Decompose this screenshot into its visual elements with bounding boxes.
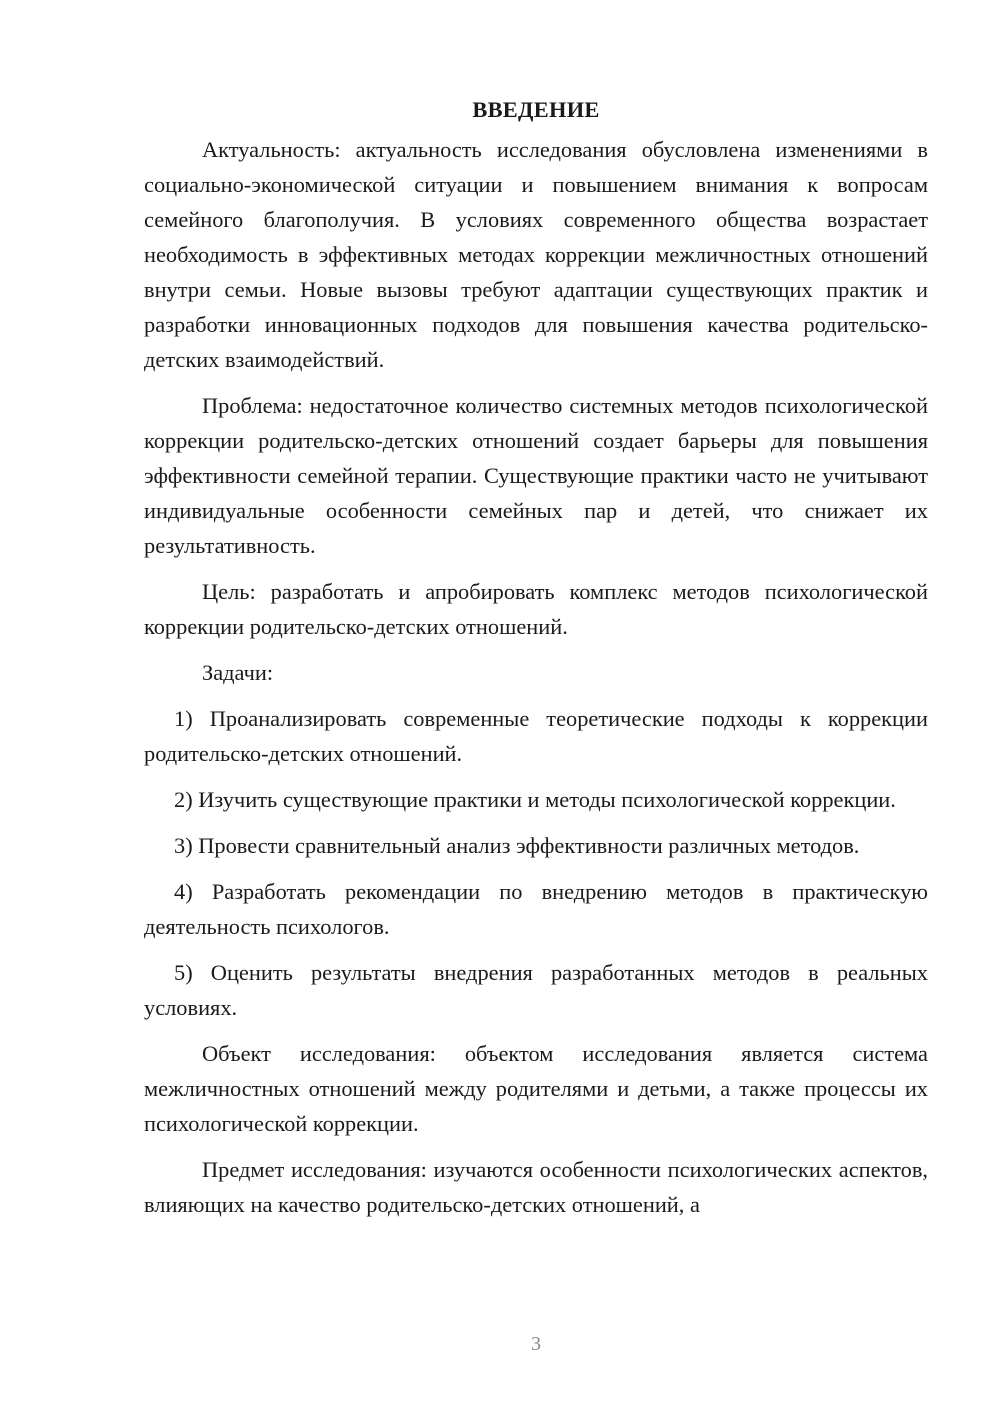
tasks-list [144,701,928,1025]
task-item-5: 5) Оценить результаты внедрения разработанных методов в реальных условиях. [144,960,928,1020]
tasks-heading: Задачи: [202,660,274,685]
paragraph-object: Объект исследования: объектом исследования является система межличностных отношений между родителями и детьми, а также процессы их психологической коррекции. [144,1041,928,1136]
paragraph-problem: Проблема: недостаточное количество системных методов психологической коррекции родительско-детских отношений создает барьеры для повышения эффективности семейной терапии. Существующие практики часто не учитывают индивидуальные особенности семейных пар и детей, что снижает их результативность. [144,393,928,558]
task-item-3: 3) Провести сравнительный анализ эффективности различных методов. [174,833,860,858]
paragraph-subject: Предмет исследования: изучаются особенности психологических аспектов, влияющих на качество родительско-детских отношений, а [144,1157,928,1217]
page-title: ВВЕДЕНИЕ [472,97,600,122]
task-item-2: 2) Изучить существующие практики и методы психологической коррекции. [174,787,896,812]
paragraph-goal: Цель: разработать и апробировать комплекс методов психологической коррекции родительско-детских отношений. [144,579,928,639]
page-number: 3 [531,1333,541,1355]
paragraph-relevance: Актуальность: актуальность исследования обусловлена изменениями в социально-экономической ситуации и повышением внимания к вопросам семейного благополучия. В условиях современного общества возрастает необходимость в эффективных методах коррекции межличностных отношений внутри семьи. Новые вызовы требуют адаптации существующих практик и разработки инновационных подходов для повышения качества родительско-детских взаимодействий. [144,137,928,372]
page-content [144,92,928,1222]
task-item-1: 1) Проанализировать современные теоретические подходы к коррекции родительско-детских отношений. [144,706,928,766]
task-item-4: 4) Разработать рекомендации по внедрению методов в практическую деятельность психологов. [144,879,928,939]
